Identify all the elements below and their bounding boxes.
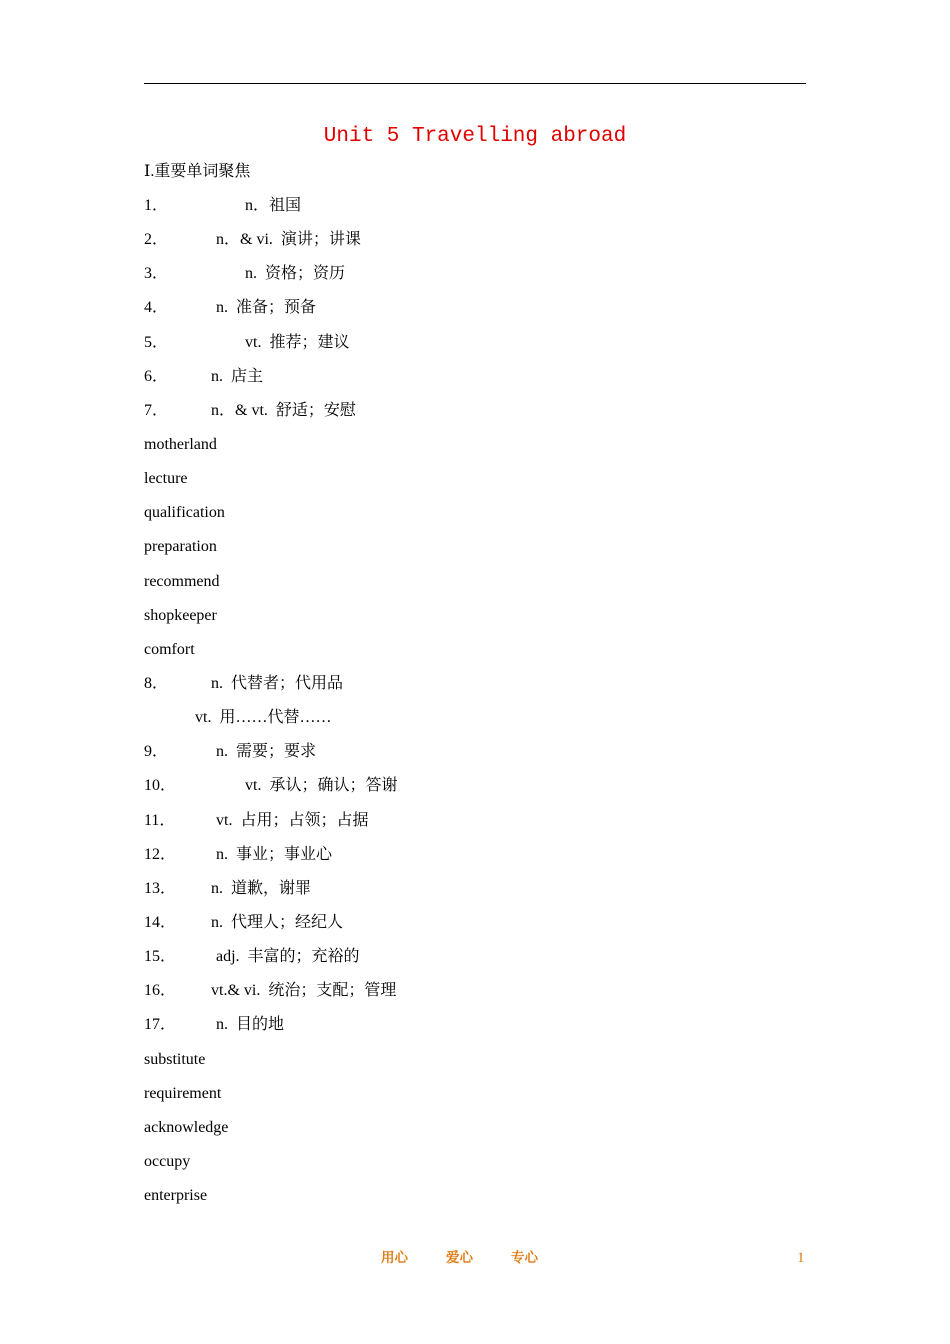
vocab-item-number: 5． bbox=[144, 333, 169, 351]
vocab-line bbox=[144, 228, 806, 262]
footer-text-left: 用心 bbox=[381, 1250, 408, 1266]
vocab-answer-word: preparation bbox=[144, 538, 217, 556]
vocab-line bbox=[144, 399, 806, 433]
footer bbox=[0, 1247, 950, 1269]
vocab-answer-word: qualification bbox=[144, 504, 225, 522]
vocab-line bbox=[144, 331, 806, 365]
vocab-answer-word: motherland bbox=[144, 435, 217, 453]
document-title: Unit 5 Travelling abroad bbox=[323, 125, 627, 148]
vocab-line bbox=[144, 706, 806, 740]
footer-text-right: 专心 bbox=[511, 1250, 538, 1266]
vocab-line bbox=[144, 1082, 806, 1116]
vocab-answer-word: recommend bbox=[144, 572, 220, 590]
vocab-item-number: 13． bbox=[144, 879, 177, 897]
vocab-item-number: 1． bbox=[144, 197, 169, 214]
vocab-line bbox=[144, 501, 806, 535]
vocab-line bbox=[144, 843, 806, 877]
vocab-line bbox=[144, 433, 806, 467]
vocab-answer-word: substitute bbox=[144, 1050, 206, 1068]
vocab-definition: n. 代理人；经纪人 bbox=[211, 913, 344, 931]
vocab-item-number: 3． bbox=[144, 265, 169, 283]
vocab-definition: vt. 推荐；建议 bbox=[245, 333, 350, 351]
vocabulary-list bbox=[144, 194, 806, 1218]
footer-text-middle: 爱心 bbox=[446, 1250, 473, 1266]
vocab-line bbox=[144, 945, 806, 979]
vocab-definition: n. 资格；资历 bbox=[245, 265, 346, 283]
vocab-definition: n. 目的地 bbox=[216, 1016, 285, 1034]
vocab-answer-word: requirement bbox=[144, 1084, 222, 1102]
vocab-item-number: 17． bbox=[144, 1016, 177, 1034]
vocab-item-number: 9． bbox=[144, 743, 169, 761]
vocab-line bbox=[144, 1048, 806, 1082]
vocab-definition: n. 店主 bbox=[211, 367, 264, 385]
vocab-line bbox=[144, 604, 806, 638]
vocab-line bbox=[144, 809, 806, 843]
vocab-line bbox=[144, 740, 806, 774]
vocab-line bbox=[144, 638, 806, 672]
vocab-definition: n．& vi. 演讲；讲课 bbox=[216, 231, 361, 249]
vocab-definition: vt. 用……代替…… bbox=[195, 709, 332, 727]
vocab-item-number: 11． bbox=[144, 811, 176, 829]
vocab-definition: n．& vt. 舒适；安慰 bbox=[211, 401, 356, 419]
vocab-line bbox=[144, 467, 806, 501]
vocab-answer-word: enterprise bbox=[144, 1187, 208, 1205]
vocab-definition: vt. 承认；确认；答谢 bbox=[245, 777, 398, 795]
vocab-item-number: 14． bbox=[144, 913, 177, 931]
vocab-definition: vt. 占用；占领；占据 bbox=[216, 811, 369, 829]
vocab-line bbox=[144, 262, 806, 296]
vocab-answer-word: lecture bbox=[144, 470, 188, 488]
section-heading: Ⅰ.重要单词聚焦 bbox=[144, 163, 251, 180]
vocab-line bbox=[144, 1150, 806, 1184]
vocab-line bbox=[144, 877, 806, 911]
vocab-definition: n. 代替者；代用品 bbox=[211, 674, 344, 692]
vocab-item-number: 15． bbox=[144, 948, 177, 966]
vocab-item-number: 8． bbox=[144, 674, 169, 692]
page-number: 1 bbox=[797, 1250, 805, 1266]
vocab-definition: n．祖国 bbox=[245, 197, 302, 214]
vocab-line bbox=[144, 672, 806, 706]
vocab-line bbox=[144, 774, 806, 808]
vocab-line bbox=[144, 1013, 806, 1047]
vocab-definition: vt.& vi. 统治；支配；管理 bbox=[211, 982, 397, 1000]
vocab-definition: n. 准备；预备 bbox=[216, 299, 317, 317]
vocab-item-number: 12． bbox=[144, 845, 177, 863]
vocab-line bbox=[144, 365, 806, 399]
vocab-answer-word: acknowledge bbox=[144, 1118, 229, 1136]
vocab-answer-word: shopkeeper bbox=[144, 606, 217, 624]
vocab-definition: n. 需要；要求 bbox=[216, 743, 317, 761]
vocab-line bbox=[144, 296, 806, 330]
vocab-line bbox=[144, 1184, 806, 1218]
header-rule bbox=[144, 83, 806, 84]
vocab-item-number: 2． bbox=[144, 231, 169, 249]
vocab-line bbox=[144, 979, 806, 1013]
vocab-line bbox=[144, 535, 806, 569]
vocab-line bbox=[144, 911, 806, 945]
vocab-line bbox=[144, 194, 806, 228]
vocab-definition: n. 道歉，谢罪 bbox=[211, 879, 312, 897]
vocab-definition: adj. 丰富的；充裕的 bbox=[216, 948, 360, 966]
vocab-item-number: 6． bbox=[144, 367, 169, 385]
vocab-item-number: 7． bbox=[144, 401, 169, 419]
vocab-definition: n. 事业；事业心 bbox=[216, 845, 333, 863]
vocab-answer-word: occupy bbox=[144, 1152, 191, 1170]
vocab-answer-word: comfort bbox=[144, 640, 195, 658]
vocab-line bbox=[144, 570, 806, 604]
vocab-line bbox=[144, 1116, 806, 1150]
vocab-item-number: 10． bbox=[144, 777, 177, 795]
vocab-item-number: 4． bbox=[144, 299, 169, 317]
vocab-item-number: 16． bbox=[144, 982, 177, 1000]
